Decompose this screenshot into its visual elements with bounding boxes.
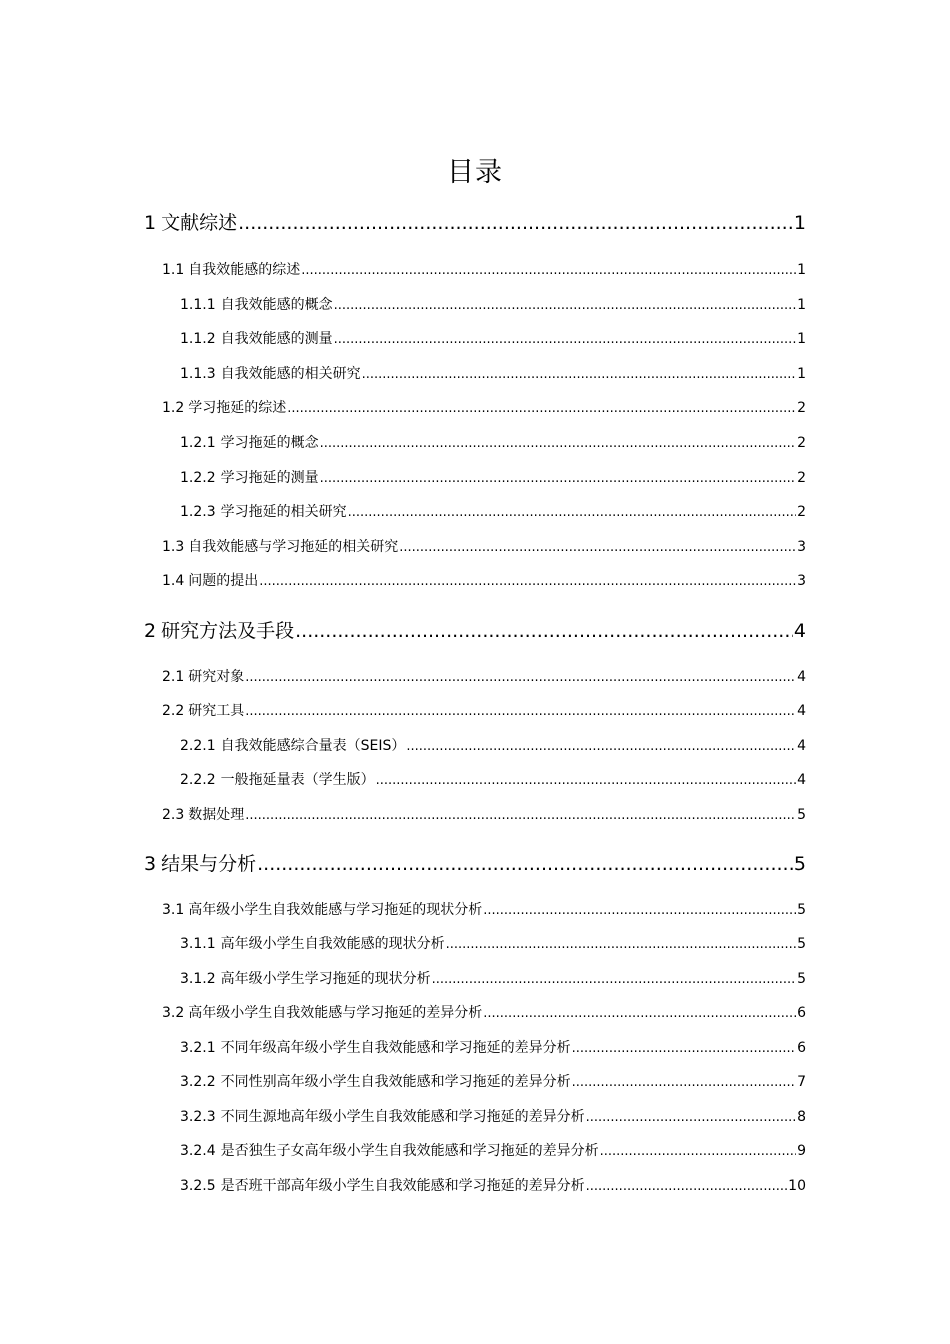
toc-entry-title: 是否班干部高年级小学生自我效能感和学习拖延的差异分析 bbox=[220, 1178, 585, 1194]
toc-entry-page: 3 bbox=[797, 573, 806, 589]
toc-entry-number: 3.2.1 bbox=[180, 1040, 216, 1056]
toc-entry[interactable] bbox=[180, 432, 806, 452]
toc-leader bbox=[245, 807, 796, 823]
toc-entry-page: 9 bbox=[797, 1143, 806, 1159]
toc-entry-number: 2.2 bbox=[162, 703, 185, 719]
toc-entry-page: 1 bbox=[797, 366, 806, 382]
toc-entry-title: 高年级小学生学习拖延的现状分析 bbox=[220, 971, 431, 987]
toc-entry-page: 1 bbox=[797, 331, 806, 347]
toc-leader bbox=[483, 1005, 796, 1021]
toc-entry[interactable] bbox=[162, 700, 806, 720]
toc-entry-page: 4 bbox=[793, 620, 806, 642]
toc-entry-title: 研究方法及手段 bbox=[161, 620, 295, 642]
toc-entry-page: 1 bbox=[793, 212, 806, 234]
toc-entry-page: 10 bbox=[788, 1178, 806, 1194]
toc-entry-number: 1.3 bbox=[162, 539, 185, 555]
toc-entry[interactable] bbox=[180, 328, 806, 348]
toc-entry-page: 5 bbox=[797, 807, 806, 823]
toc-entry-number: 3 bbox=[144, 853, 157, 875]
toc-leader bbox=[320, 435, 796, 451]
toc-entry-number: 1.2 bbox=[162, 400, 185, 416]
toc-entry[interactable] bbox=[180, 968, 806, 988]
toc-leader bbox=[446, 936, 796, 952]
toc-leader bbox=[287, 400, 796, 416]
toc-entry-title: 不同年级高年级小学生自我效能感和学习拖延的差异分析 bbox=[220, 1040, 571, 1056]
toc-entry[interactable] bbox=[162, 804, 806, 824]
toc-entry[interactable] bbox=[162, 536, 806, 556]
toc-entry[interactable] bbox=[180, 467, 806, 487]
toc-entry-number: 2.3 bbox=[162, 807, 185, 823]
toc-entry-page: 2 bbox=[797, 470, 806, 486]
toc-leader bbox=[600, 1143, 796, 1159]
toc-entry-page: 7 bbox=[797, 1074, 806, 1090]
toc-leader bbox=[376, 772, 796, 788]
toc-entry-number: 1.1.3 bbox=[180, 366, 216, 382]
toc-entry-number: 3.1.1 bbox=[180, 936, 216, 952]
toc-entry-page: 3 bbox=[797, 539, 806, 555]
toc-entry-number: 1 bbox=[144, 212, 157, 234]
toc-entry-page: 4 bbox=[797, 772, 806, 788]
toc-entry-page: 1 bbox=[797, 262, 806, 278]
toc-entry-title: 数据处理 bbox=[188, 807, 245, 823]
toc-entry-title: 研究对象 bbox=[188, 669, 245, 685]
toc-entry-page: 8 bbox=[797, 1109, 806, 1125]
toc-entry-title: 自我效能感的综述 bbox=[188, 262, 301, 278]
toc-entry[interactable] bbox=[162, 899, 806, 919]
toc-entry-page: 5 bbox=[797, 902, 806, 918]
toc-entry[interactable] bbox=[144, 849, 806, 876]
toc-entry-title: 自我效能感与学习拖延的相关研究 bbox=[188, 539, 399, 555]
toc-entry-title: 自我效能感的相关研究 bbox=[220, 366, 361, 382]
toc-entry-number: 1.1.1 bbox=[180, 297, 216, 313]
toc-entry-title: 学习拖延的综述 bbox=[188, 400, 287, 416]
toc-entry-page: 6 bbox=[797, 1040, 806, 1056]
toc-entry-number: 1.2.3 bbox=[180, 504, 216, 520]
toc-leader bbox=[399, 539, 796, 555]
toc-entry-number: 3.2.3 bbox=[180, 1109, 216, 1125]
toc-leader bbox=[238, 212, 793, 234]
toc-entry-number: 1.2.1 bbox=[180, 435, 216, 451]
toc-leader bbox=[362, 366, 796, 382]
toc-entry-page: 6 bbox=[797, 1005, 806, 1021]
toc-entry-title: 自我效能感综合量表（SEIS） bbox=[220, 738, 406, 754]
toc-entry-page: 2 bbox=[797, 435, 806, 451]
toc-leader bbox=[334, 297, 796, 313]
toc-entry-title: 文献综述 bbox=[161, 212, 238, 234]
toc-entry[interactable] bbox=[162, 666, 806, 686]
toc-entry-page: 4 bbox=[797, 703, 806, 719]
toc-entry[interactable] bbox=[144, 616, 806, 643]
toc-leader bbox=[320, 470, 796, 486]
toc-entry[interactable] bbox=[162, 397, 806, 417]
toc-leader bbox=[572, 1074, 796, 1090]
toc-entry-title: 结果与分析 bbox=[161, 853, 257, 875]
toc-entry-number: 2.1 bbox=[162, 669, 185, 685]
toc-entry[interactable] bbox=[180, 1175, 806, 1195]
toc-leader bbox=[295, 620, 793, 642]
toc-entry[interactable] bbox=[180, 363, 806, 383]
toc-leader bbox=[483, 902, 796, 918]
toc-entry-title: 学习拖延的测量 bbox=[220, 470, 319, 486]
toc-entry-number: 2 bbox=[144, 620, 157, 642]
toc-entry[interactable] bbox=[144, 208, 806, 235]
toc-entry-number: 1.4 bbox=[162, 573, 185, 589]
toc-entry-page: 4 bbox=[797, 669, 806, 685]
toc-entry-number: 2.2.2 bbox=[180, 772, 216, 788]
toc-entry-title: 高年级小学生自我效能感的现状分析 bbox=[220, 936, 445, 952]
toc-entry-number: 1.2.2 bbox=[180, 470, 216, 486]
toc-title: 目录 bbox=[447, 157, 503, 188]
toc-entry-number: 3.2.2 bbox=[180, 1074, 216, 1090]
toc-entry-title: 学习拖延的概念 bbox=[220, 435, 319, 451]
toc-leader bbox=[301, 262, 796, 278]
toc-entry-title: 学习拖延的相关研究 bbox=[220, 504, 347, 520]
toc-entry-page: 1 bbox=[797, 297, 806, 313]
toc-leader bbox=[245, 669, 796, 685]
toc-entry-title: 高年级小学生自我效能感与学习拖延的差异分析 bbox=[188, 1005, 483, 1021]
toc-entry[interactable] bbox=[162, 259, 806, 279]
toc-entry[interactable] bbox=[180, 501, 806, 521]
toc-entry[interactable] bbox=[162, 1002, 806, 1022]
toc-entry[interactable] bbox=[180, 1037, 806, 1057]
toc-entry[interactable] bbox=[180, 1140, 806, 1160]
toc-entry-page: 5 bbox=[797, 971, 806, 987]
toc-leader bbox=[586, 1178, 788, 1194]
toc-entry-number: 3.2.4 bbox=[180, 1143, 216, 1159]
toc-entry-title: 一般拖延量表（学生版） bbox=[220, 772, 375, 788]
toc-leader bbox=[432, 971, 796, 987]
toc-leader bbox=[586, 1109, 796, 1125]
toc-entry-title: 问题的提出 bbox=[188, 573, 259, 589]
toc-leader bbox=[257, 853, 793, 875]
toc-leader bbox=[245, 703, 796, 719]
toc-entry[interactable] bbox=[180, 294, 806, 314]
toc-entry-title: 是否独生子女高年级小学生自我效能感和学习拖延的差异分析 bbox=[220, 1143, 599, 1159]
toc-entry-number: 3.2 bbox=[162, 1005, 185, 1021]
toc-leader bbox=[259, 573, 796, 589]
toc-entry-number: 2.2.1 bbox=[180, 738, 216, 754]
toc-entry-page: 5 bbox=[797, 936, 806, 952]
toc-entry-title: 高年级小学生自我效能感与学习拖延的现状分析 bbox=[188, 902, 483, 918]
toc-entry-title: 自我效能感的概念 bbox=[220, 297, 333, 313]
toc-entry-title: 研究工具 bbox=[188, 703, 245, 719]
toc-entry[interactable] bbox=[180, 769, 806, 789]
toc-entry-page: 5 bbox=[793, 853, 806, 875]
toc-entry-number: 3.2.5 bbox=[180, 1178, 216, 1194]
toc-entry-title: 自我效能感的测量 bbox=[220, 331, 333, 347]
toc-entry[interactable] bbox=[162, 570, 806, 590]
toc-entry[interactable] bbox=[180, 933, 806, 953]
toc-leader bbox=[334, 331, 796, 347]
toc-entry-number: 1.1 bbox=[162, 262, 185, 278]
toc-entry-page: 4 bbox=[797, 738, 806, 754]
toc-entry-number: 3.1.2 bbox=[180, 971, 216, 987]
toc-entry[interactable] bbox=[180, 1106, 806, 1126]
toc-entry[interactable] bbox=[180, 735, 806, 755]
toc-leader bbox=[406, 738, 796, 754]
toc-entry[interactable] bbox=[180, 1071, 806, 1091]
toc-leader bbox=[348, 504, 796, 520]
toc-entry-number: 3.1 bbox=[162, 902, 185, 918]
toc-leader bbox=[572, 1040, 796, 1056]
toc-entry-title: 不同生源地高年级小学生自我效能感和学习拖延的差异分析 bbox=[220, 1109, 585, 1125]
toc-entry-title: 不同性别高年级小学生自我效能感和学习拖延的差异分析 bbox=[220, 1074, 571, 1090]
toc-entry-page: 2 bbox=[797, 504, 806, 520]
toc-entry-number: 1.1.2 bbox=[180, 331, 216, 347]
toc-entry-page: 2 bbox=[797, 400, 806, 416]
